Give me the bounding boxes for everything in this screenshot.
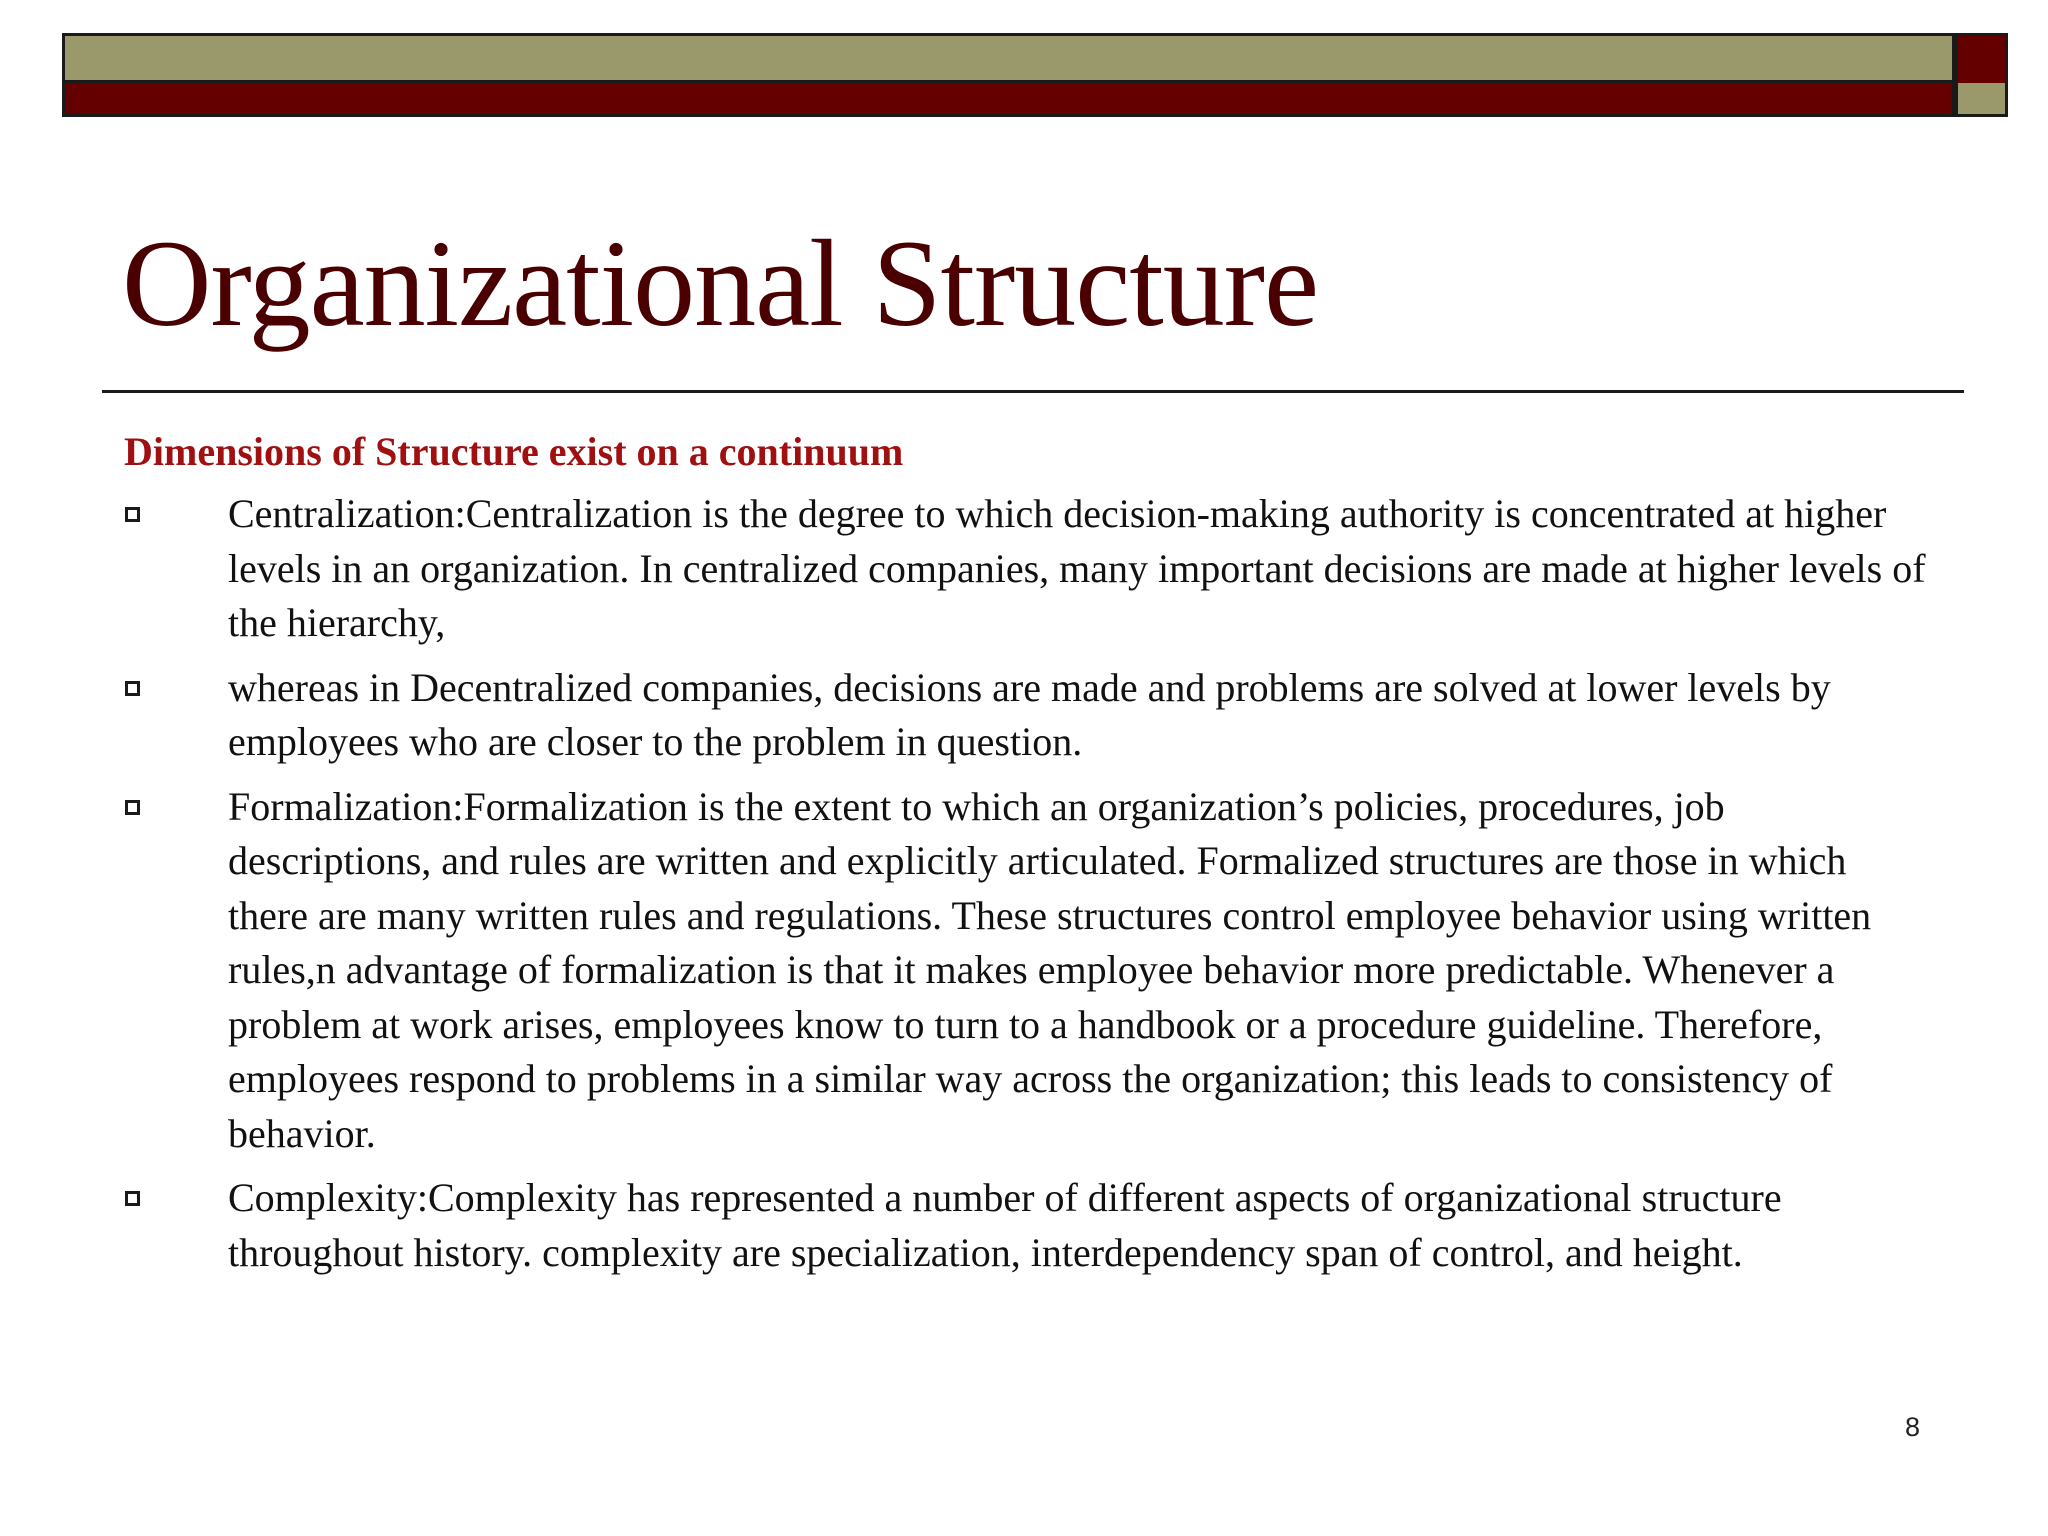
header-corner-maroon-square [1955, 33, 2008, 86]
header-decorative-band [62, 33, 2048, 117]
bullet-item-decentralization [0, 661, 1928, 770]
hollow-square-bullet-icon [125, 507, 140, 522]
bullet-list [0, 487, 2048, 1290]
bullet-text: whereas in Decentralized companies, decisions are made and problems are solved at lower levels by employees who are closer to the problem in question. [228, 664, 1831, 764]
hollow-square-bullet-icon [125, 1191, 140, 1206]
header-corner-olive-square [1955, 83, 2008, 117]
title-divider [102, 390, 1964, 393]
bullet-text: Complexity:Complexity has represented a number of different aspects of organizational structure throughout history. complexity are specialization, interdependency span of control, and height. [228, 1175, 1782, 1275]
slide-title: Organizational Structure [122, 215, 1319, 352]
bullet-text: Centralization:Centralization is the degree to which decision-making authority is concentrated at higher levels in an organization. In centralized companies, many important decisions are made at higher levels of the hierarchy, [228, 491, 1926, 645]
header-maroon-stripe [62, 83, 1955, 117]
header-olive-stripe [62, 33, 1955, 83]
hollow-square-bullet-icon [125, 800, 140, 815]
slide-subheading: Dimensions of Structure exist on a continuum [124, 429, 904, 474]
bullet-item-complexity [0, 1171, 1928, 1280]
bullet-item-formalization [0, 780, 1928, 1162]
page-number: 8 [1905, 1412, 1921, 1442]
bullet-item-centralization [0, 487, 1928, 651]
bullet-text: Formalization:Formalization is the extent to which an organization’s policies, procedures, job descriptions, and rules are written and explicitly articulated. Formalized structures are those in which there are many written rules and regulations. These structures control employee behavior using written rules,n advantage of formalization is that it makes employee behavior more predictable. Whenever a problem at work arises, employees know to turn to a handbook or a procedure guideline. Therefore, employees respond to problems in a similar way across the organization; this leads to consistency of behavior. [228, 783, 1872, 1156]
hollow-square-bullet-icon [125, 681, 140, 696]
